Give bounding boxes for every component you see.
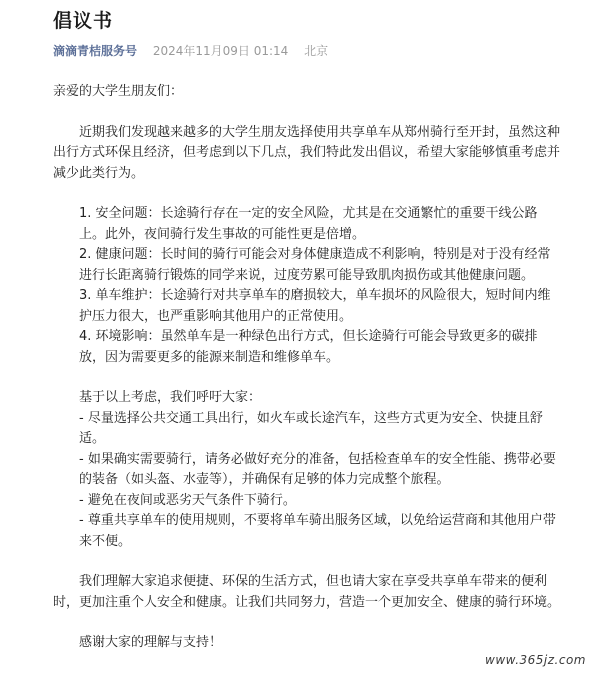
advice-item: - 如果确实需要骑行，请务必做好充分的准备，包括检查单车的安全性能、携带必要的装备（如头盔、水壶等），并确保有足够的体力完成整个旅程。 xyxy=(79,451,556,487)
article-meta xyxy=(53,42,328,59)
advice-heading: 基于以上考虑，我们呼吁大家： xyxy=(79,390,262,405)
article-title: 倡议书 xyxy=(53,10,114,32)
intro-paragraph: 近期我们发现越来越多的大学生朋友选择使用共享单车从郑州骑行至开封，虽然这种出行方式环保且经济，但考虑到以下几点，我们特此发出倡议，希望大家能够慎重考虑并减少此类行为。 xyxy=(53,124,561,181)
account-name-link[interactable]: 滴滴青桔服务号 xyxy=(53,44,138,58)
site-watermark: www.365jz.com xyxy=(485,653,586,667)
publish-datetime: 2024年11月09日 01:14 xyxy=(152,44,289,58)
point-item: 2. 健康问题：长时间的骑行可能会对身体健康造成不利影响，特别是对于没有经常进行长距离骑行锻炼的同学来说，过度劳累可能导致肌肉损伤或其他健康问题。 xyxy=(79,247,551,283)
point-item: 3. 单车维护：长途骑行对共享单车的磨损较大，单车损坏的风险很大，短时间内维护压力很大，也严重影响其他用户的正常使用。 xyxy=(79,288,551,324)
advice-item: - 避免在夜间或恶劣天气条件下骑行。 xyxy=(79,492,296,508)
closing-paragraph: 我们理解大家追求便捷、环保的生活方式，但也请大家在享受共享单车带来的便利时，更加注重个人安全和健康。让我们共同努力，营造一个更加安全、健康的骑行环境。 xyxy=(53,574,561,610)
advice-item: - 尊重共享单车的使用规则，不要将单车骑出服务区域，以免给运营商和其他用户带来不便。 xyxy=(79,513,556,549)
thanks-line: 感谢大家的理解与支持！ xyxy=(79,635,223,650)
advice-list xyxy=(53,388,563,552)
publish-location: 北京 xyxy=(304,44,329,58)
point-item: 1. 安全问题：长途骑行存在一定的安全风险，尤其是在交通繁忙的重要干线公路上。此外，夜间骑行发生事故的可能性更是倍增。 xyxy=(79,206,538,242)
greeting: 亲爱的大学生朋友们： xyxy=(53,84,184,99)
advice-item: - 尽量选择公共交通工具出行，如火车或长途汽车，这些方式更为安全、快捷且舒适。 xyxy=(79,410,543,446)
point-item: 4. 环境影响：虽然单车是一种绿色出行方式，但长途骑行可能会导致更多的碳排放，因为需要更多的能源来制造和维修单车。 xyxy=(79,329,538,365)
article-body xyxy=(53,82,563,654)
points-list xyxy=(53,204,563,368)
